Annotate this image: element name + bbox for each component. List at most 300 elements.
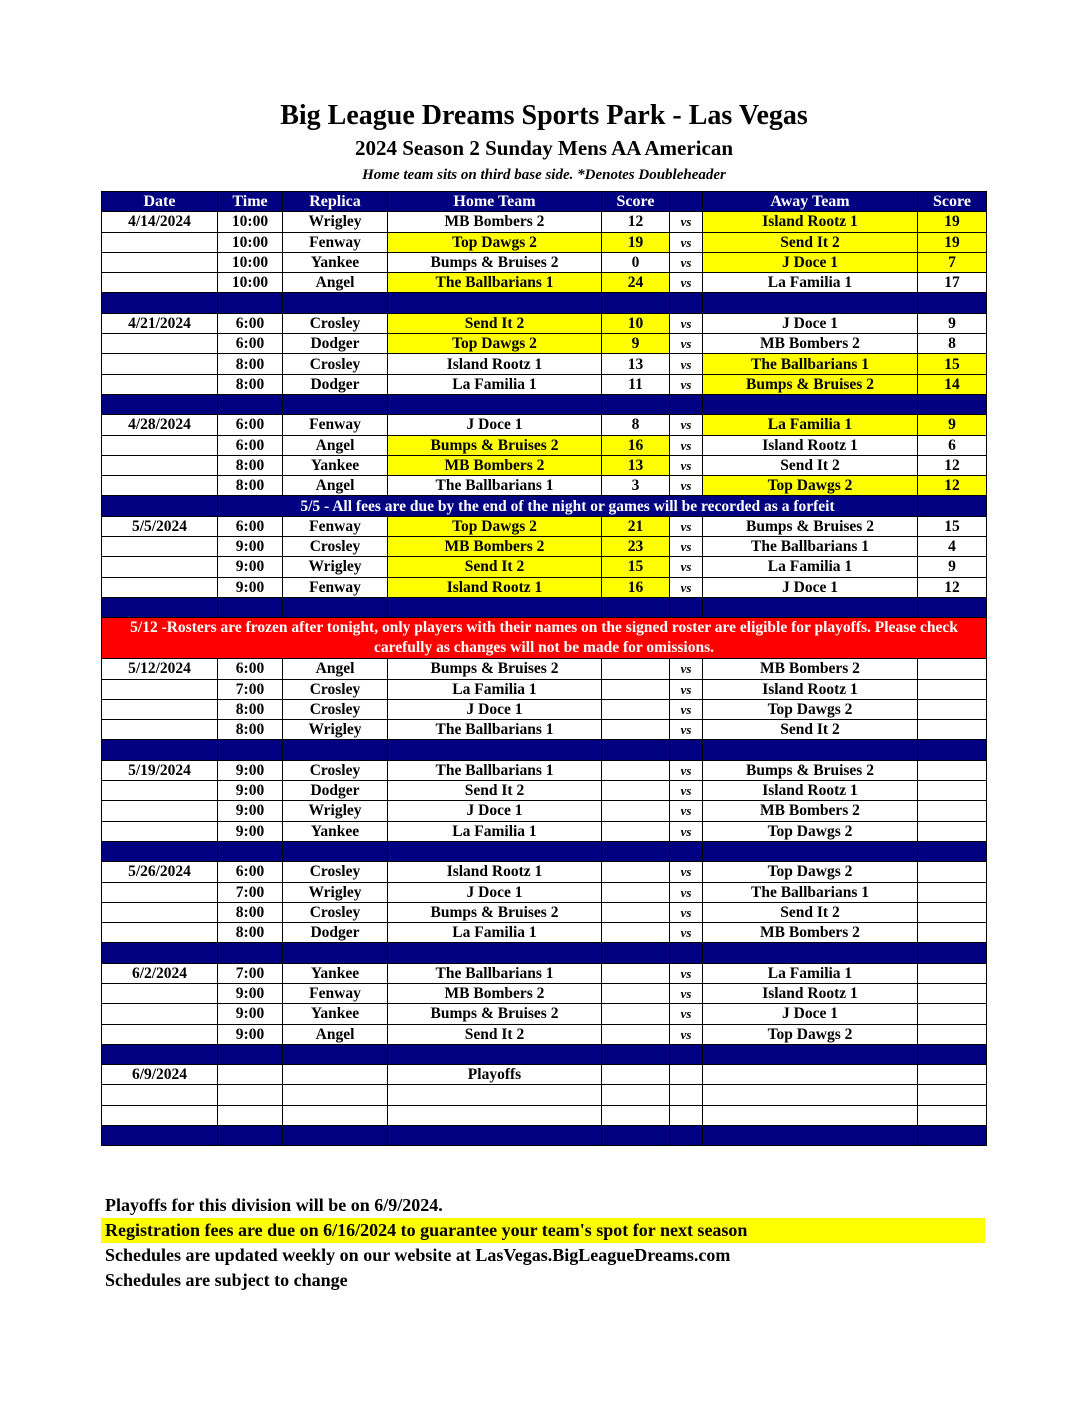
- away-team-cell: MB Bombers 2: [703, 923, 918, 943]
- game-row: [102, 273, 987, 293]
- separator-cell: [388, 740, 602, 760]
- game-row: [102, 252, 987, 272]
- home-team-cell: La Familia 1: [388, 821, 602, 841]
- game-row: [102, 983, 987, 1003]
- game-row: [102, 679, 987, 699]
- home-score-cell: 16: [602, 577, 670, 597]
- away-team-cell: Send It 2: [703, 902, 918, 922]
- home-score-cell: [602, 821, 670, 841]
- home-score-cell: [602, 923, 670, 943]
- away-team-cell: Top Dawgs 2: [703, 862, 918, 882]
- away-score-cell: 12: [918, 476, 987, 496]
- date-cell: 5/26/2024: [102, 862, 218, 882]
- date-cell: [102, 354, 218, 374]
- away-team-cell: Bumps & Bruises 2: [703, 516, 918, 536]
- date-cell: 4/21/2024: [102, 313, 218, 333]
- home-score-cell: 23: [602, 537, 670, 557]
- time-cell: 9:00: [218, 557, 283, 577]
- separator-cell: [918, 943, 987, 963]
- home-team-cell: The Ballbarians 1: [388, 476, 602, 496]
- vs-cell: vs: [670, 455, 703, 475]
- game-row: [102, 963, 987, 983]
- away-score-cell: 9: [918, 415, 987, 435]
- game-row: [102, 882, 987, 902]
- game-row: [102, 415, 987, 435]
- date-cell: [102, 923, 218, 943]
- away-score-cell: [918, 923, 987, 943]
- home-score-cell: [602, 963, 670, 983]
- vs-cell: vs: [670, 476, 703, 496]
- replica-cell: Wrigley: [283, 801, 388, 821]
- date-cell: [102, 882, 218, 902]
- home-team-cell: Top Dawgs 2: [388, 334, 602, 354]
- replica-cell: Angel: [283, 476, 388, 496]
- replica-cell: Fenway: [283, 577, 388, 597]
- home-score-cell: [602, 1085, 670, 1105]
- footer-website: Schedules are updated weekly on our website at LasVegas.BigLeagueDreams.com: [105, 1245, 731, 1265]
- away-score-cell: 9: [918, 557, 987, 577]
- away-team-cell: Island Rootz 1: [703, 679, 918, 699]
- away-score-cell: 15: [918, 354, 987, 374]
- vs-cell: vs: [670, 334, 703, 354]
- col-header-home-score: Score: [602, 192, 670, 212]
- home-team-cell: Send It 2: [388, 781, 602, 801]
- home-team-cell: MB Bombers 2: [388, 455, 602, 475]
- separator-cell: [102, 496, 218, 516]
- table-row: [102, 1065, 987, 1085]
- home-score-cell: [602, 720, 670, 740]
- replica-cell: Fenway: [283, 516, 388, 536]
- separator-cell: [703, 394, 918, 414]
- away-score-cell: [918, 679, 987, 699]
- away-score-cell: 12: [918, 455, 987, 475]
- away-team-cell: Top Dawgs 2: [703, 699, 918, 719]
- date-cell: [102, 821, 218, 841]
- separator-cell: [283, 293, 388, 313]
- vs-cell: vs: [670, 557, 703, 577]
- home-score-cell: 16: [602, 435, 670, 455]
- away-score-cell: 6: [918, 435, 987, 455]
- page-title: Big League Dreams Sports Park - Las Vegas: [280, 100, 808, 131]
- away-score-cell: 7: [918, 252, 987, 272]
- date-cell: [102, 1024, 218, 1044]
- replica-cell: Dodger: [283, 923, 388, 943]
- home-team-cell: J Doce 1: [388, 699, 602, 719]
- replica-cell: Yankee: [283, 1004, 388, 1024]
- away-score-cell: [918, 760, 987, 780]
- replica-cell: Angel: [283, 659, 388, 679]
- game-row: [102, 435, 987, 455]
- away-score-cell: [918, 699, 987, 719]
- vs-cell: vs: [670, 801, 703, 821]
- time-cell: 8:00: [218, 902, 283, 922]
- separator-cell: [283, 740, 388, 760]
- home-score-cell: [602, 1105, 670, 1125]
- home-team-cell: The Ballbarians 1: [388, 760, 602, 780]
- game-row: [102, 699, 987, 719]
- time-cell: [218, 1105, 283, 1125]
- home-score-cell: [602, 983, 670, 1003]
- away-team-cell: MB Bombers 2: [703, 659, 918, 679]
- time-cell: 6:00: [218, 862, 283, 882]
- home-score-cell: [602, 902, 670, 922]
- game-row: [102, 821, 987, 841]
- home-score-cell: [602, 760, 670, 780]
- date-cell: [102, 273, 218, 293]
- away-team-cell: Top Dawgs 2: [703, 1024, 918, 1044]
- away-team-cell: Send It 2: [703, 232, 918, 252]
- date-cell: [102, 334, 218, 354]
- date-cell: [102, 232, 218, 252]
- vs-cell: vs: [670, 659, 703, 679]
- separator-cell: [670, 740, 703, 760]
- date-cell: [102, 1085, 218, 1105]
- date-cell: [102, 374, 218, 394]
- away-team-cell: [703, 1105, 918, 1125]
- separator-cell: [388, 841, 602, 861]
- away-team-cell: MB Bombers 2: [703, 801, 918, 821]
- time-cell: 8:00: [218, 699, 283, 719]
- date-cell: [102, 781, 218, 801]
- separator-cell: [283, 1126, 388, 1146]
- vs-cell: vs: [670, 1024, 703, 1044]
- vs-cell: [670, 1085, 703, 1105]
- separator-cell: [388, 1044, 602, 1064]
- home-score-cell: 12: [602, 212, 670, 232]
- away-team-cell: Send It 2: [703, 455, 918, 475]
- vs-cell: vs: [670, 415, 703, 435]
- replica-cell: Crosley: [283, 699, 388, 719]
- separator-cell: [102, 394, 218, 414]
- table-header-row: [102, 192, 987, 212]
- col-header-away-team: Away Team: [703, 192, 918, 212]
- game-row: [102, 476, 987, 496]
- separator-cell: [218, 597, 283, 617]
- home-score-cell: 13: [602, 354, 670, 374]
- date-cell: 5/19/2024: [102, 760, 218, 780]
- separator-cell: [218, 740, 283, 760]
- separator-cell: [918, 496, 987, 516]
- date-cell: [102, 537, 218, 557]
- home-score-cell: [602, 801, 670, 821]
- col-header-replica: Replica: [283, 192, 388, 212]
- separator-cell: [283, 597, 388, 617]
- time-cell: 8:00: [218, 374, 283, 394]
- home-team-cell: Top Dawgs 2: [388, 516, 602, 536]
- away-team-cell: J Doce 1: [703, 577, 918, 597]
- away-score-cell: 14: [918, 374, 987, 394]
- home-team-cell: MB Bombers 2: [388, 537, 602, 557]
- separator-cell: [102, 1126, 218, 1146]
- game-row: [102, 760, 987, 780]
- vs-cell: vs: [670, 313, 703, 333]
- home-score-cell: [602, 659, 670, 679]
- date-cell: [102, 252, 218, 272]
- time-cell: 9:00: [218, 537, 283, 557]
- home-team-cell: J Doce 1: [388, 801, 602, 821]
- time-cell: 9:00: [218, 983, 283, 1003]
- away-score-cell: [918, 1065, 987, 1085]
- away-team-cell: [703, 1065, 918, 1085]
- home-team-cell: Bumps & Bruises 2: [388, 435, 602, 455]
- vs-cell: vs: [670, 821, 703, 841]
- game-row: [102, 334, 987, 354]
- game-row: [102, 781, 987, 801]
- separator-cell: [918, 740, 987, 760]
- replica-cell: [283, 1105, 388, 1125]
- replica-cell: Dodger: [283, 781, 388, 801]
- separator-row: [102, 740, 987, 760]
- game-row: [102, 577, 987, 597]
- home-team-cell: Bumps & Bruises 2: [388, 902, 602, 922]
- separator-cell: [388, 394, 602, 414]
- date-cell: [102, 699, 218, 719]
- vs-cell: vs: [670, 882, 703, 902]
- table-row: [102, 1105, 987, 1125]
- away-team-cell: Bumps & Bruises 2: [703, 374, 918, 394]
- away-score-cell: [918, 963, 987, 983]
- separator-cell: [218, 841, 283, 861]
- date-cell: 6/2/2024: [102, 963, 218, 983]
- table-row: [102, 1085, 987, 1105]
- home-team-cell: Send It 2: [388, 557, 602, 577]
- time-cell: 8:00: [218, 354, 283, 374]
- time-cell: 8:00: [218, 720, 283, 740]
- home-team-cell: La Familia 1: [388, 923, 602, 943]
- replica-cell: Dodger: [283, 334, 388, 354]
- vs-cell: vs: [670, 781, 703, 801]
- date-cell: 4/14/2024: [102, 212, 218, 232]
- separator-cell: [602, 597, 670, 617]
- game-row: [102, 374, 987, 394]
- away-team-cell: MB Bombers 2: [703, 334, 918, 354]
- game-row: [102, 516, 987, 536]
- home-score-cell: [602, 781, 670, 801]
- vs-cell: vs: [670, 862, 703, 882]
- separator-row: [102, 1044, 987, 1064]
- replica-cell: Angel: [283, 435, 388, 455]
- home-score-cell: [602, 1024, 670, 1044]
- separator-cell: [602, 740, 670, 760]
- separator-cell: [670, 841, 703, 861]
- away-team-cell: Island Rootz 1: [703, 781, 918, 801]
- home-score-cell: 19: [602, 232, 670, 252]
- separator-cell: [602, 943, 670, 963]
- home-score-cell: 13: [602, 455, 670, 475]
- date-cell: [102, 557, 218, 577]
- vs-cell: vs: [670, 963, 703, 983]
- vs-cell: vs: [670, 699, 703, 719]
- vs-cell: vs: [670, 902, 703, 922]
- home-team-cell: Send It 2: [388, 313, 602, 333]
- time-cell: 10:00: [218, 252, 283, 272]
- home-score-cell: 15: [602, 557, 670, 577]
- separator-cell: [703, 943, 918, 963]
- home-team-cell: Bumps & Bruises 2: [388, 1004, 602, 1024]
- separator-cell: [703, 841, 918, 861]
- notice-row: [102, 496, 987, 516]
- away-team-cell: Island Rootz 1: [703, 435, 918, 455]
- separator-cell: [918, 1126, 987, 1146]
- separator-cell: [703, 597, 918, 617]
- separator-cell: [388, 1126, 602, 1146]
- time-cell: [218, 1065, 283, 1085]
- home-score-cell: [602, 1065, 670, 1085]
- away-score-cell: [918, 882, 987, 902]
- vs-cell: vs: [670, 232, 703, 252]
- game-row: [102, 537, 987, 557]
- replica-cell: Yankee: [283, 455, 388, 475]
- vs-cell: [670, 1065, 703, 1085]
- separator-cell: [670, 394, 703, 414]
- away-score-cell: [918, 1105, 987, 1125]
- home-team-cell: J Doce 1: [388, 882, 602, 902]
- separator-row: [102, 394, 987, 414]
- replica-cell: [283, 1065, 388, 1085]
- home-team-cell: The Ballbarians 1: [388, 720, 602, 740]
- roster-alert-row: [102, 618, 987, 659]
- footer-playoffs: Playoffs for this division will be on 6/9/2024.: [105, 1195, 443, 1215]
- time-cell: 8:00: [218, 923, 283, 943]
- away-score-cell: 19: [918, 232, 987, 252]
- away-score-cell: 8: [918, 334, 987, 354]
- time-cell: 9:00: [218, 801, 283, 821]
- game-row: [102, 212, 987, 232]
- date-cell: [102, 902, 218, 922]
- separator-cell: [918, 293, 987, 313]
- time-cell: 9:00: [218, 760, 283, 780]
- away-score-cell: [918, 983, 987, 1003]
- vs-cell: vs: [670, 516, 703, 536]
- replica-cell: Crosley: [283, 354, 388, 374]
- vs-cell: vs: [670, 435, 703, 455]
- home-team-cell: Bumps & Bruises 2: [388, 659, 602, 679]
- game-row: [102, 455, 987, 475]
- date-cell: [102, 476, 218, 496]
- away-score-cell: 19: [918, 212, 987, 232]
- home-score-cell: [602, 1004, 670, 1024]
- away-team-cell: The Ballbarians 1: [703, 537, 918, 557]
- vs-cell: vs: [670, 273, 703, 293]
- away-team-cell: Top Dawgs 2: [703, 821, 918, 841]
- separator-cell: [602, 1126, 670, 1146]
- game-row: [102, 923, 987, 943]
- time-cell: 9:00: [218, 781, 283, 801]
- separator-row: [102, 293, 987, 313]
- away-score-cell: [918, 902, 987, 922]
- col-header-date: Date: [102, 192, 218, 212]
- away-score-cell: 17: [918, 273, 987, 293]
- away-team-cell: [703, 1085, 918, 1105]
- time-cell: 6:00: [218, 313, 283, 333]
- away-team-cell: Bumps & Bruises 2: [703, 760, 918, 780]
- home-team-cell: Playoffs: [388, 1065, 602, 1085]
- replica-cell: Crosley: [283, 902, 388, 922]
- date-cell: [102, 1105, 218, 1125]
- away-score-cell: [918, 781, 987, 801]
- time-cell: 6:00: [218, 334, 283, 354]
- away-team-cell: J Doce 1: [703, 1004, 918, 1024]
- home-score-cell: [602, 862, 670, 882]
- separator-cell: [283, 394, 388, 414]
- home-score-cell: 11: [602, 374, 670, 394]
- date-cell: 6/9/2024: [102, 1065, 218, 1085]
- date-cell: [102, 679, 218, 699]
- away-team-cell: La Familia 1: [703, 273, 918, 293]
- game-row: [102, 659, 987, 679]
- separator-cell: [388, 597, 602, 617]
- time-cell: 6:00: [218, 415, 283, 435]
- roster-alert: 5/12 -Rosters are frozen after tonight, only players with their names on the signed roster are eligible for playoffs. Please check carefully as changes will not be made for omissions.: [102, 618, 987, 659]
- separator-cell: [670, 943, 703, 963]
- game-row: [102, 801, 987, 821]
- home-team-cell: Island Rootz 1: [388, 862, 602, 882]
- away-team-cell: La Familia 1: [703, 963, 918, 983]
- away-team-cell: La Familia 1: [703, 415, 918, 435]
- date-cell: [102, 577, 218, 597]
- away-team-cell: The Ballbarians 1: [703, 882, 918, 902]
- separator-row: [102, 841, 987, 861]
- separator-cell: [218, 1044, 283, 1064]
- home-team-cell: La Familia 1: [388, 679, 602, 699]
- separator-cell: [388, 293, 602, 313]
- home-score-cell: 24: [602, 273, 670, 293]
- separator-cell: [218, 394, 283, 414]
- time-cell: 9:00: [218, 1004, 283, 1024]
- separator-cell: [703, 1126, 918, 1146]
- game-row: [102, 720, 987, 740]
- time-cell: 6:00: [218, 435, 283, 455]
- col-header-time: Time: [218, 192, 283, 212]
- date-cell: [102, 455, 218, 475]
- col-header-away-score: Score: [918, 192, 987, 212]
- time-cell: 6:00: [218, 659, 283, 679]
- replica-cell: Fenway: [283, 415, 388, 435]
- separator-cell: [102, 943, 218, 963]
- separator-cell: [102, 740, 218, 760]
- separator-cell: [602, 841, 670, 861]
- game-row: [102, 557, 987, 577]
- vs-cell: vs: [670, 374, 703, 394]
- separator-cell: [218, 943, 283, 963]
- replica-cell: Fenway: [283, 983, 388, 1003]
- game-row: [102, 902, 987, 922]
- footer-change: Schedules are subject to change: [105, 1270, 348, 1290]
- schedule-note: Home team sits on third base side. *Denotes Doubleheader: [362, 167, 726, 183]
- home-team-cell: [388, 1105, 602, 1125]
- away-score-cell: [918, 821, 987, 841]
- separator-cell: [102, 597, 218, 617]
- home-team-cell: The Ballbarians 1: [388, 273, 602, 293]
- replica-cell: Crosley: [283, 862, 388, 882]
- replica-cell: Wrigley: [283, 212, 388, 232]
- separator-cell: [102, 841, 218, 861]
- home-team-cell: Top Dawgs 2: [388, 232, 602, 252]
- date-cell: 5/12/2024: [102, 659, 218, 679]
- date-cell: 5/5/2024: [102, 516, 218, 536]
- time-cell: 10:00: [218, 273, 283, 293]
- separator-cell: [602, 394, 670, 414]
- separator-cell: [283, 1044, 388, 1064]
- vs-cell: vs: [670, 252, 703, 272]
- date-cell: [102, 720, 218, 740]
- time-cell: 9:00: [218, 821, 283, 841]
- home-team-cell: MB Bombers 2: [388, 212, 602, 232]
- home-team-cell: Send It 2: [388, 1024, 602, 1044]
- time-cell: 9:00: [218, 1024, 283, 1044]
- replica-cell: Wrigley: [283, 720, 388, 740]
- replica-cell: Wrigley: [283, 557, 388, 577]
